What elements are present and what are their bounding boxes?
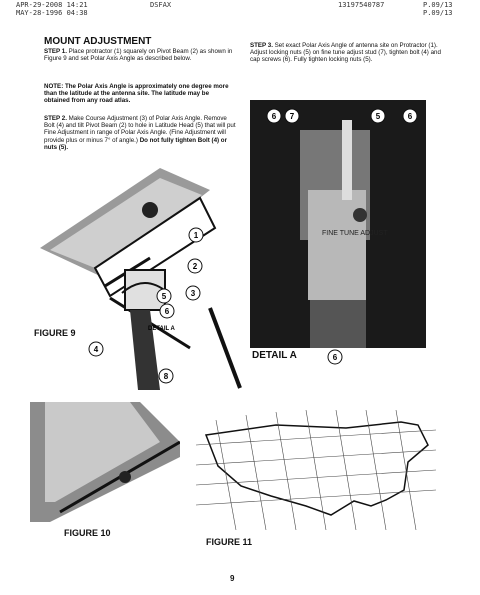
- figure-9-illustration: [10, 168, 245, 393]
- detail-a-bottom-callout: [320, 344, 350, 370]
- detail-callout-5: 5: [375, 112, 381, 121]
- figure-10-bolt: [119, 471, 131, 483]
- detail-callout-6b: 6: [407, 112, 413, 121]
- mast-pole: [130, 310, 160, 390]
- cap-screw: [353, 208, 367, 222]
- step-1-body: Place protractor (1) squarely on Pivot Beam (2) as shown in Figure 9 and set Polar Axis Angle as described below.: [44, 48, 233, 63]
- fax-header-left-1: APR-29-2008 14:21: [16, 1, 88, 9]
- detail-callout-6a: 6: [271, 112, 277, 121]
- detail-a-photo: [250, 100, 426, 348]
- callout-6: 6: [164, 307, 170, 316]
- dish-arm: [210, 308, 240, 388]
- callout-5: 5: [161, 292, 167, 301]
- fax-header-phone: 13197540787: [338, 1, 385, 9]
- detail-callout-6c: 6: [332, 353, 338, 362]
- section-title: MOUNT ADJUSTMENT: [44, 36, 152, 47]
- fine-tune-stud: [342, 120, 352, 200]
- figure-11-map: [196, 400, 440, 540]
- us-outline: [206, 422, 428, 515]
- latitude-head: [125, 270, 165, 310]
- callout-3: 3: [190, 289, 196, 298]
- figure-11-caption: FIGURE 11: [206, 537, 253, 547]
- step-1-lead: STEP 1.: [44, 48, 67, 55]
- step-2-text: [44, 115, 238, 151]
- step-2-warning: Do not fully tighten Bolt (4) or nuts (5).: [44, 136, 227, 151]
- page-number: 9: [230, 574, 235, 583]
- fax-header-left-2: MAY-28-1996 04:38: [16, 9, 88, 17]
- figure-9-detail-label: DETAIL A: [148, 326, 175, 332]
- figure-9-caption: FIGURE 9: [34, 328, 76, 338]
- step-2-body: Make Course Adjustment (3) of Polar Axis Angle. Remove Bolt (4) and tilt Pivot Beam (2) to hole in Latitude Head (5) that will put Fine Adjustment in range of Polar Axis Angle. (Fine Adjustment will provide plus or minus 7° of angle.): [44, 115, 236, 144]
- fax-header-mid: DSFAX: [150, 1, 172, 9]
- callout-8: 8: [163, 372, 169, 381]
- callout-1: 1: [193, 231, 199, 240]
- figure-10-caption: FIGURE 10: [64, 528, 111, 538]
- step-3-lead: STEP 3.: [250, 42, 273, 49]
- detail-a-caption: DETAIL A: [252, 350, 297, 361]
- detail-callout-7: 7: [289, 112, 295, 121]
- callout-4: 4: [93, 345, 99, 354]
- plate-label: FINE TUNE ADJUST: [322, 230, 388, 237]
- step-3-text: [250, 42, 446, 64]
- step-1-text: [44, 48, 236, 62]
- callout-2: 2: [192, 262, 198, 271]
- figure-10-illustration: [30, 402, 180, 522]
- fax-header-page-2: P.09/13: [423, 9, 453, 17]
- step-3-body: Set exact Polar Axis Angle of antenna site on Protractor (1). Adjust locking nuts (5) on fine tune adjust stud (7), tighten bolt (4) and cap screws (6). Fully tighten locking nuts (5).: [250, 42, 441, 64]
- latitude-plate: [308, 190, 366, 300]
- step-2-lead: STEP 2.: [44, 115, 67, 122]
- fax-header-page-1: P.09/13: [423, 1, 453, 9]
- note-text: NOTE: The Polar Axis Angle is approximately one degree more than the latitude at the antenna site. The latitude may be obtained from any road atlas.: [44, 83, 229, 105]
- protractor-dot: [142, 202, 158, 218]
- mast-base: [310, 300, 366, 348]
